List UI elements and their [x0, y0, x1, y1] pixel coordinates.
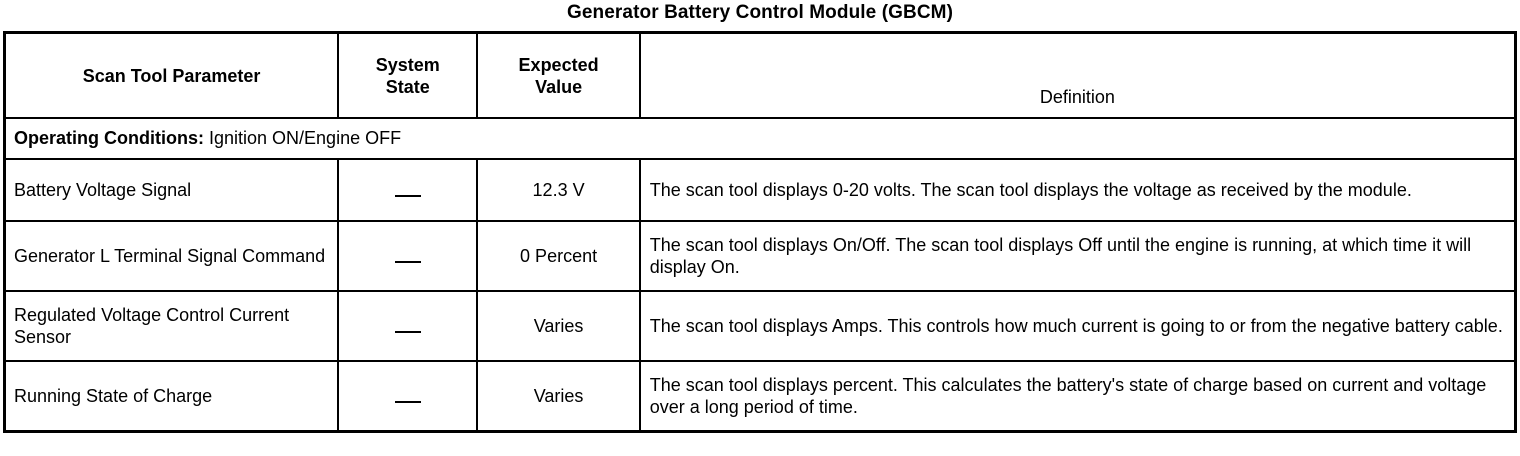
scan-tool-parameter-table — [3, 31, 1517, 433]
operating-conditions-label: Operating Conditions: — [14, 128, 204, 148]
table-body — [5, 118, 1516, 431]
cell-parameter: Running State of Charge — [5, 361, 339, 431]
cell-expected-value: Varies — [477, 291, 639, 361]
cell-definition: The scan tool displays On/Off. The scan tool displays Off until the engine is running, at which time it will display On. — [640, 221, 1516, 291]
table-header — [5, 33, 1516, 119]
column-header-system-state — [338, 33, 477, 119]
column-header-system-state-line2: State — [385, 76, 430, 97]
column-header-definition: Definition — [640, 33, 1516, 119]
column-header-parameter: Scan Tool Parameter — [5, 33, 339, 119]
table-row — [5, 291, 1516, 361]
table-row — [5, 361, 1516, 431]
cell-definition: The scan tool displays percent. This calculates the battery's state of charge based on current and voltage over a long period of time. — [640, 361, 1516, 431]
em-dash-icon — [395, 251, 421, 263]
cell-expected-value: 12.3 V — [477, 159, 639, 221]
cell-system-state — [338, 221, 477, 291]
page-title: Generator Battery Control Module (GBCM) — [566, 2, 954, 23]
table-header-row — [5, 33, 1516, 119]
column-header-expected-value — [477, 33, 639, 119]
column-header-expected-value-line2: Value — [535, 76, 583, 97]
cell-parameter: Regulated Voltage Control Current Sensor — [5, 291, 339, 361]
cell-parameter: Battery Voltage Signal — [5, 159, 339, 221]
em-dash-icon — [395, 391, 421, 403]
operating-conditions-value: Ignition ON/Engine OFF — [209, 128, 402, 148]
cell-system-state — [338, 291, 477, 361]
cell-system-state — [338, 361, 477, 431]
cell-parameter: Generator L Terminal Signal Command — [5, 221, 339, 291]
cell-definition: The scan tool displays 0-20 volts. The scan tool displays the voltage as received by the module. — [640, 159, 1516, 221]
em-dash-icon — [395, 321, 421, 333]
cell-definition: The scan tool displays Amps. This controls how much current is going to or from the negative battery cable. — [640, 291, 1516, 361]
em-dash-icon — [395, 185, 421, 197]
table-row — [5, 159, 1516, 221]
column-header-system-state-line1: System — [375, 54, 440, 75]
operating-conditions-cell — [5, 118, 1516, 159]
cell-system-state — [338, 159, 477, 221]
cell-expected-value: Varies — [477, 361, 639, 431]
column-header-expected-value-line1: Expected — [518, 54, 599, 75]
table-row — [5, 221, 1516, 291]
cell-expected-value: 0 Percent — [477, 221, 639, 291]
operating-conditions-row — [5, 118, 1516, 159]
